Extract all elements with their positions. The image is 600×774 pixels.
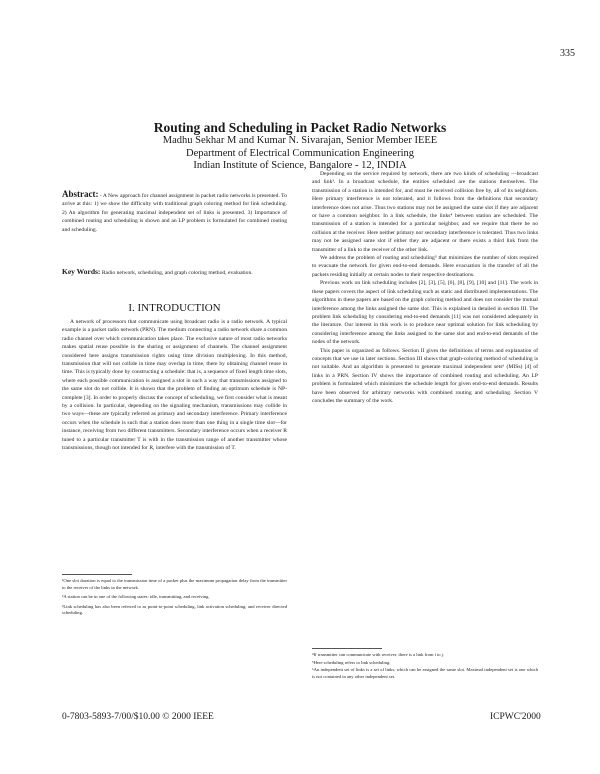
footnote-3: ³Link scheduling has also been referred to as point-to-point scheduling, link activation scheduling, and receiver directed scheduling. [62, 603, 287, 616]
institution-line: Indian Institute of Science, Bangalore - 12, INDIA [193, 160, 407, 171]
keywords-block [62, 268, 287, 277]
intro-paragraph [62, 318, 287, 453]
intro-text: A network of processors that communicate using broadcast radio is a radio network. A typical example is a packet radio network (PRN). The medium connecting a radio network share a common radio channel over which communication takes place. The exclusive nature of most radio networks makes spatial reuse possible in the sharing or assignment of channels. The channel assignment considered here assigns transmission rights using time division multiplexing. In this method, transmission that will not collide in time may overlap in time, there by obtaining channel reuse in time. This is typically done by constructing a schedule: that is, a sequence of fixed length time slots, where each possible communication is assigned a slot in such a way that transmissions assigned to the same slot do not collide. It is shown that the problem of finding an optimum schedule is NP-complete [3]. In order to properly discuss the concept of scheduling, we first consider what is meant by a collision. In particular, depending on the signaling mechanism, transmissions may collide in two ways—these are typically referred as primary and secondary interference. Primary interference occurs when the schedule is such that a station does more than one thing in a single time slot—for instance, receiving from two different transmitters. Secondary interference occurs when a receiver R tuned to a particular transmitter T is with in the transmission range of another transmitter whose transmissions, though not intended for R, interfere with the transmission of T. [62, 319, 287, 452]
author-line: Madhu Sekhar M and Kumar N. Sivarajan, Senior Member IEEE [162, 135, 438, 146]
page-number: 335 [560, 48, 575, 59]
section-heading-introduction: I. INTRODUCTION [128, 302, 221, 314]
keywords-label: Key Words: [62, 267, 101, 276]
paper-title: Routing and Scheduling in Packet Radio Networks [153, 120, 447, 135]
footer-conference: ICPWC'2000 [490, 712, 541, 722]
right-paragraph-2: We address the problem of routing and scheduling⁵ that minimizes the number of slots required to evacuate the network for given end-to-end demands. Here evacuation is the transfer of all the packets residing initially at certain nodes to their respective destinations. [312, 255, 538, 278]
left-footnotes [62, 578, 287, 620]
right-paragraph-4: This paper is organized as follows. Section II gives the definitions of terms and explanation of concepts that we use in later sections. Section III shows that graph-coloring method of scheduling is not suitable. And an algorithm is presented to generate maximal independent sets⁶ (MISs) [4] of links in a PRN. Section IV shows the importance of combined routing and scheduling. An LP problem is formulated which minimizes the schedule length for given end-to-end demands. Results have been observed for arbitrary networks with combined routing and scheduling. Section V concludes the summary of the work. [312, 347, 538, 404]
right-paragraph-3: Previous work on link scheduling includes [2], [3], [5], [6], [8], [9], [10] and [11]. The work in these papers covers the aspect of link scheduling such as static and distributed implementations. The algorithms in these papers are based on the graph coloring method and does not consider the mutual interference among the links assigned the same slot. This is explained in detailed in section III. The problem link scheduling by considering end-to-end demands [11] was not considered adequately in the literature. Our interest in this work is to produce near optimal solution for link scheduling by considering interference among the links assigned to the same slot and end-to-end demands of the nodes of the network. [312, 280, 538, 346]
footnote-5: ⁵Here scheduling refers to link scheduling. [312, 659, 391, 665]
keywords-text: Radio network, scheduling, and graph coloring method, evaluation. [101, 270, 253, 276]
footnote-4: ⁴If transmitter can communicate with receiver, there is a link from i to j. [312, 652, 445, 657]
right-footnotes [312, 652, 538, 681]
right-column-body [312, 170, 538, 405]
abstract-label: Abstract: [62, 189, 99, 199]
footnote-2: ²A station can be in one of the following states: idle, transmitting, and receiving. [62, 594, 210, 600]
abstract-block [62, 190, 287, 234]
department-line: Department of Electrical Communication Engineering [185, 148, 414, 159]
abstract-text: - A New approach for channel assignment in packet radio networks is presented. To arrive at this: 1) we show the difficulty with traditional graph coloring method for link scheduling. 2) An algorithm for generating maximal independent set of links is presented. 3) Importance of combined routing and scheduling is shown and an LP problem is formulated for combined routing and scheduling. [62, 193, 287, 233]
footer-copyright: 0-7803-5893-7/00/$10.00 © 2000 IEEE [62, 712, 214, 722]
footnote-6: ⁶An independent set of links is a set of links, which can be assigned the same slot. Maximal independent set is one which is not contained in any other independent set. [312, 667, 538, 679]
left-footnote-rule [62, 574, 132, 575]
right-paragraph-1: Depending on the service required by network, there are two kinds of scheduling —broadcast and link³. In a broadcast schedule, the entities scheduled are the stations themselves. The transmission of a station is intended for, and must be received collision free by, all of its neighbors. Here primary interference is not tolerated, and it follows from the definitions that secondary interference does not arise. Thus two stations may not be assigned the same slot if they are adjacent or have a common neighbor. In a link schedule, the links⁴ between station are scheduled. The transmission of a station is intended for a particular neighbor, and we require that there be no collision at the receiver. Here neither primary nor secondary interference is tolerated. Thus two links may not be assigned same slot if either they are adjacent or there exists a third link from the transmitter of a link to the receiver of the other link. [312, 171, 538, 253]
footnote-1: ¹One slot duration is equal to the transmission time of a packet plus the maximum propagation delay from the transmitter to the receiver of the links in the network. [62, 578, 287, 590]
right-footnote-rule [312, 648, 382, 649]
